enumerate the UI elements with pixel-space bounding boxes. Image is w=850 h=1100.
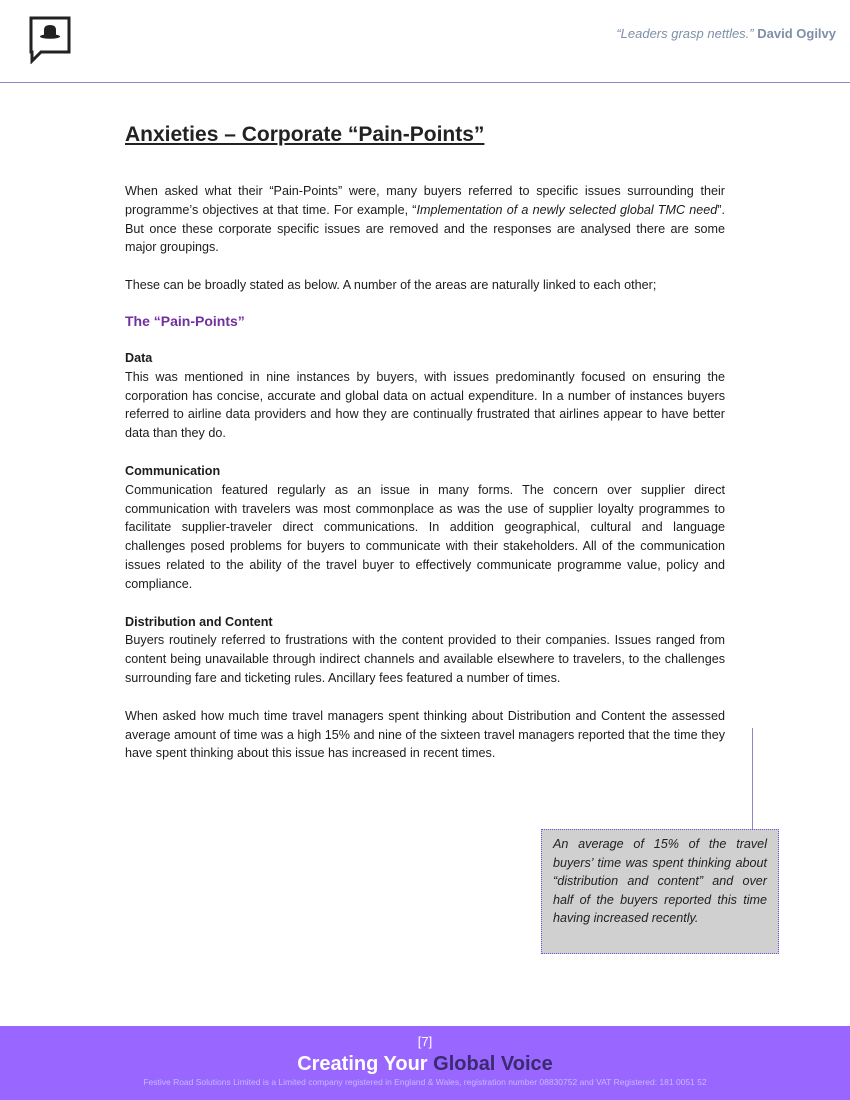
footer-tagline: [0, 1051, 850, 1077]
intro-text-italic: Implementation of a newly selected global TMC need: [416, 202, 718, 217]
tagline-part1: Creating Your: [297, 1053, 434, 1075]
pain-points-subheading: The “Pain-Points”: [125, 312, 245, 329]
section-heading-data: Data: [125, 350, 153, 365]
main-content: [125, 118, 725, 763]
tagline-part2: Global Voice: [433, 1053, 553, 1075]
intro-text-a: When asked what their “Pain-Points” were, many buyers referred to specific issues surrounding their programme’s objectives at that time. For example, “: [125, 184, 725, 217]
page-title: Anxieties – Corporate “Pain-Points”: [125, 123, 485, 146]
callout-text: An average of 15% of the travel buyers’ time was spent thinking about “distribution and content” and over half of the buyers reported this time having increased recently.: [553, 837, 767, 926]
header-quote: [616, 26, 836, 41]
section-body-distribution: Buyers routinely referred to frustrations with the content provided to their companies. Issues ranged from content being unavailable through indirect channels and available elsewhere to travelers, to the challenges surrounding fare and ticketing rules. Ancillary fees featured a number of times.: [125, 633, 725, 685]
callout-box: [541, 829, 779, 954]
section-body-communication: Communication featured regularly as an issue in many forms. The concern over supplier direct communication with travelers was most commonplace as was the use of supplier loyalty programmes to facilitate supplier-traveler direct communications. In addition geographical, cultural and language challenges posed problems for buyers to communicate with their stakeholders. All of the communication issues related to the ability of the travel buyer to effectively communicate programme value, policy and compliance.: [125, 482, 725, 591]
intro-paragraph-2: These can be broadly stated as below. A number of the areas are naturally linked to each other;: [125, 278, 657, 293]
header-rule: [0, 82, 850, 83]
footer-band: [0, 1026, 850, 1100]
section-heading-distribution: Distribution and Content: [125, 614, 273, 629]
footer-legal-text: Festive Road Solutions Limited is a Limited company registered in England & Wales, registration number 08830752 and VAT Registered: 181 0051 52: [143, 1077, 707, 1087]
speech-bubble-hat-logo: [29, 16, 71, 64]
closing-paragraph: When asked how much time travel managers spent thinking about Distribution and Content the assessed average amount of time was a high 15% and nine of the sixteen travel managers reported that the time they have spent thinking about this issue has increased in recent times.: [125, 708, 725, 761]
callout-connector-line: [752, 728, 753, 830]
quote-text: “Leaders grasp nettles.”: [616, 26, 754, 41]
section-body-data: This was mentioned in nine instances by buyers, with issues predominantly focused on ensuring the corporation has concise, accurate and global data on actual expenditure. In a number of instances buyers referred to airline data providers and how they are continually frustrated that airlines appear to have better data than they do.: [125, 369, 725, 441]
quote-author: David Ogilvy: [757, 26, 836, 41]
intro-text-b: ”. But once these corporate specific issues are removed and the responses are analysed there are some major groupings.: [125, 202, 725, 255]
intro-paragraph: [125, 182, 725, 257]
page-number: [7]: [417, 1034, 433, 1049]
section-heading-communication: Communication: [125, 463, 221, 478]
